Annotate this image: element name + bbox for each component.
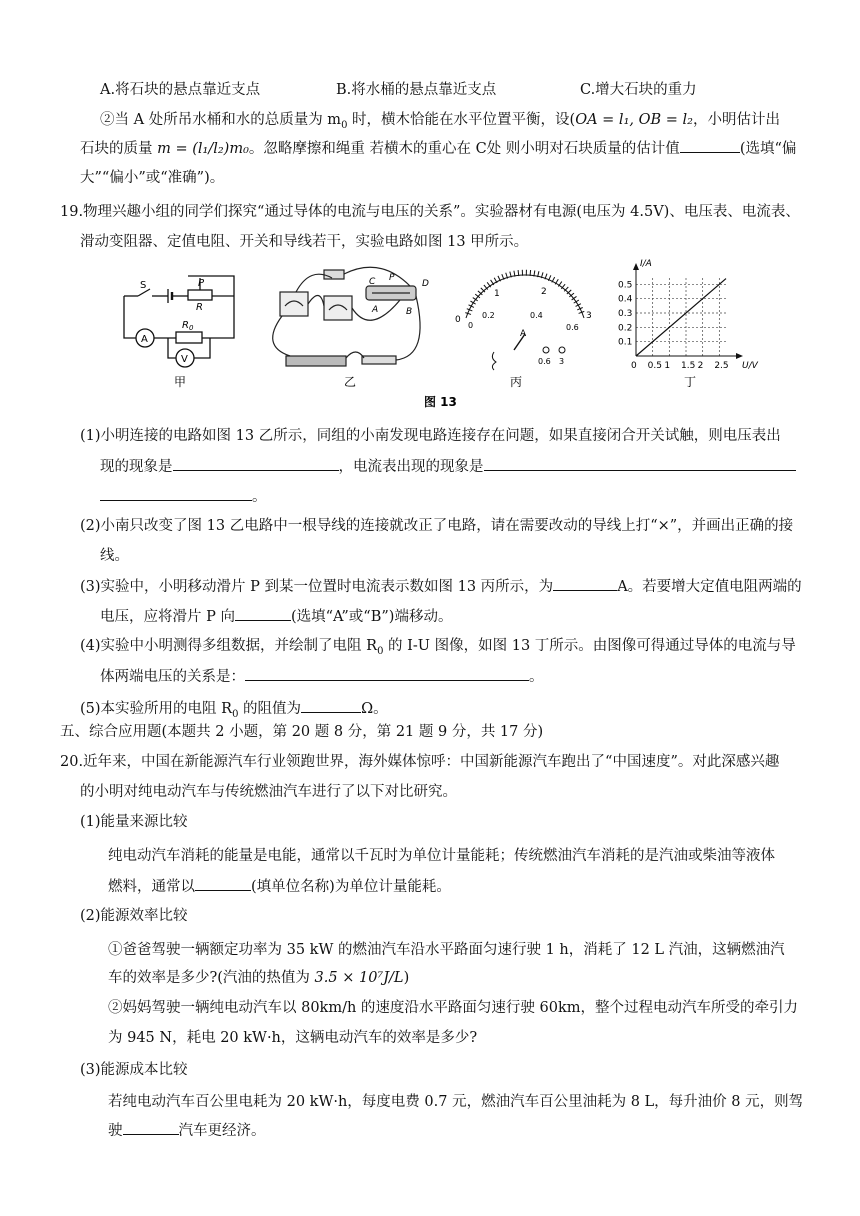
q19-p1-line2: 现的现象是 ，电流表出现的现象是 — [100, 456, 796, 477]
q20-s1-line1: 纯电动汽车消耗的能量是电能，通常以千瓦时为单位计量能耗；传统燃油汽车消耗的是汽油或柴油等液体 — [108, 848, 775, 864]
q20-s2-line2: 车的效率是多少?(汽油的热值为 3.5 × 10⁷J/L) — [108, 970, 410, 986]
label-c: C — [369, 277, 376, 287]
answer-blank[interactable] — [100, 486, 252, 501]
resistor-device — [362, 356, 396, 364]
meter-bottom-02: 0.2 — [482, 311, 495, 320]
circuit-photo-yi — [273, 267, 420, 366]
q20-stem-line2: 的小明对纯电动汽车与传统燃油汽车进行了以下对比研究。 — [80, 784, 457, 800]
q18-formula-lengths: OA = l₁, OB = l₂ — [575, 112, 693, 128]
label-a: A — [372, 305, 379, 315]
label-voltmeter: V — [181, 354, 188, 365]
resistor-r0-symbol — [176, 332, 202, 343]
q19-p2-line1: (2)小南只改变了图 13 乙电路中一根导线的连接就改正了电路，请在需要改动的导线上打“×”，并画出正确的接 — [80, 518, 794, 534]
answer-blank[interactable] — [301, 698, 361, 713]
meter-top-0: 0 — [455, 315, 461, 325]
x-tick-label: 0.5 — [647, 361, 662, 371]
label-s: S — [140, 280, 147, 291]
x-tick-label: 2 — [697, 361, 704, 371]
x-tick-label: 0 — [631, 361, 637, 371]
terminal-06: 0.6 — [538, 357, 551, 366]
q19-p3-line2: 电压，应将滑片 P 向 (选填“A”或“B”)端移动。 — [100, 606, 452, 627]
q19-p5: (5)本实验所用的电阻 $R_0$ 的阻值为 Ω。 — [80, 698, 388, 725]
y-tick-label: 0.5 — [618, 280, 633, 291]
label-r: R — [196, 302, 203, 313]
label-r0: $R_0$ — [182, 320, 194, 332]
q19-p1-line3: 。 — [100, 486, 267, 507]
q20-s2-title: (2)能源效率比较 — [80, 908, 188, 924]
q18-part2-line3: 大”“偏小”或“准确”)。 — [80, 170, 225, 186]
y-tick-label: 0.4 — [618, 294, 633, 305]
q19-p3-line1: (3)实验中，小明移动滑片 P 到某一位置时电流表示数如图 13 丙所示，为 A。若要增大定值电阻两端的 — [80, 576, 802, 597]
x-axis-label: U/V — [742, 361, 758, 371]
meter-unit: A — [520, 329, 527, 339]
answer-blank[interactable] — [245, 666, 529, 681]
q20-s2-line1: ①爸爸驾驶一辆额定功率为 35 kW 的燃油汽车沿水平路面匀速行驶 1 h，消耗了 12 L 汽油，这辆燃油汽 — [108, 942, 785, 958]
figure-caption: 图 13 — [424, 395, 457, 409]
q20-s2-line4: 为 945 N，耗电 20 kW·h，这辆电动汽车的效率是多少? — [108, 1030, 478, 1046]
label-b: B — [406, 307, 413, 317]
y-tick-label: 0.3 — [618, 309, 633, 319]
ammeter-device — [324, 296, 352, 320]
answer-blank[interactable] — [123, 1120, 179, 1135]
q18-option-a: A.将石块的悬点靠近支点 — [100, 82, 261, 98]
answer-blank[interactable] — [173, 456, 339, 471]
q18-option-b: B.将水桶的悬点靠近支点 — [336, 82, 497, 98]
meter-top-3: 3 — [586, 311, 592, 321]
q19-p4-line1: (4)实验中小明测得多组数据，并绘制了电阻 $R_0$ 的 I-U 图像，如图 13 丁所示。由图像可得通过导体的电流与导 — [80, 638, 796, 657]
rheostat-symbol — [188, 290, 212, 300]
answer-blank[interactable] — [484, 456, 796, 471]
q19-p2-line2: 线。 — [100, 548, 129, 564]
q20-s3-line1: 若纯电动汽车百公里电耗为 20 kW·h，每度电费 0.7 元，燃油汽车百公里油耗为 8 L，每升油价 8 元，则驾 — [108, 1094, 804, 1110]
x-tick-label: 2.5 — [714, 361, 729, 371]
q20-s1-line2: 燃料，通常以 (填单位名称)为单位计量能耗。 — [108, 876, 451, 897]
x-tick-label: 1 — [664, 361, 671, 371]
q18-formula-mass: m = (l₁/l₂)m₀ — [157, 141, 249, 157]
q20-s1-title: (1)能量来源比较 — [80, 814, 188, 830]
answer-blank[interactable] — [680, 138, 740, 153]
meter-bottom-06: 0.6 — [566, 323, 579, 332]
answer-blank[interactable] — [195, 876, 251, 891]
battery-box — [286, 356, 346, 366]
x-axis-arrow — [736, 353, 743, 359]
label-p: P — [198, 278, 205, 289]
switch-device-top — [324, 270, 344, 279]
meter-top-2: 2 — [541, 287, 547, 297]
q18-options — [100, 80, 260, 100]
answer-blank[interactable] — [235, 606, 291, 621]
q18-part2-line1: ②当 A 处所吊水桶和水的总质量为 $m_0$ 时，横木恰能在水平位置平衡，设(OA = l₁, OB = l₂，小明估计出 — [100, 112, 780, 131]
section-5-heading: 五、综合应用题(本题共 2 小题，第 20 题 8 分，第 21 题 9 分，共 17 分) — [60, 724, 544, 740]
meter-bottom-0: 0 — [468, 321, 474, 330]
y-tick-label: 0.2 — [618, 323, 633, 334]
meter-bottom-04: 0.4 — [530, 311, 543, 320]
label-d: D — [422, 279, 429, 289]
series-line — [636, 279, 726, 356]
q19-p1-line1: (1)小明连接的电路如图 13 乙所示，同组的小南发现电路连接存在问题，如果直接闭合开关试触，则电压表出 — [80, 428, 781, 444]
q20-s2-line3: ②妈妈驾驶一辆纯电动汽车以 80km/h 的速度沿水平路面匀速行驶 60km，整个过程电动汽车所受的牵引力 — [108, 1000, 799, 1016]
x-tick-label: 1.5 — [681, 361, 696, 371]
q20-heat-value-formula: 3.5 × 10⁷J/L — [314, 970, 404, 986]
label-jia: 甲 — [174, 375, 187, 389]
q20-s3-line2: 驶 汽车更经济。 — [108, 1120, 266, 1141]
label-yi: 乙 — [344, 375, 357, 389]
q18-part2-line2: 石块的质量 m = (l₁/l₂)m₀。忽略摩擦和绳重 若横木的重心在 C处 则小明对石块质量的估计值 (选填“偏 — [80, 138, 796, 159]
terminal-3: 3 — [559, 357, 565, 366]
q19-p4-line2: 体两端电压的关系是： 。 — [100, 666, 544, 687]
label-ammeter: A — [141, 334, 148, 345]
voltmeter-device — [280, 292, 308, 316]
y-axis-label: I/A — [640, 259, 652, 269]
y-tick-label: 0.1 — [618, 337, 633, 348]
iu-chart-ding — [618, 259, 759, 371]
ammeter-dial-bing — [466, 273, 584, 370]
label-photo-p: P — [389, 273, 395, 283]
q19-stem-line1: 19.物理兴趣小组的同学们探究“通过导体的电流与电压的关系”。实验器材有电源(电压为 4.5V)、电压表、电流表、 — [60, 204, 800, 220]
figure-13 — [110, 256, 760, 414]
label-bing: 丙 — [510, 375, 523, 389]
q19-stem-line2: 滑动变阻器、定值电阻、开关和导线若干，实验电路如图 13 甲所示。 — [80, 234, 529, 250]
meter-top-1: 1 — [494, 289, 500, 299]
y-axis-arrow — [633, 263, 639, 270]
q20-s3-title: (3)能源成本比较 — [80, 1062, 188, 1078]
q20-stem-line1: 20.近年来，中国在新能源汽车行业领跑世界，海外媒体惊呼：中国新能源汽车跑出了“中国速度”。对此深感兴趣 — [60, 754, 780, 770]
q18-option-c: C.增大石块的重力 — [580, 82, 697, 98]
label-ding: 丁 — [684, 375, 697, 389]
answer-blank[interactable] — [553, 576, 617, 591]
